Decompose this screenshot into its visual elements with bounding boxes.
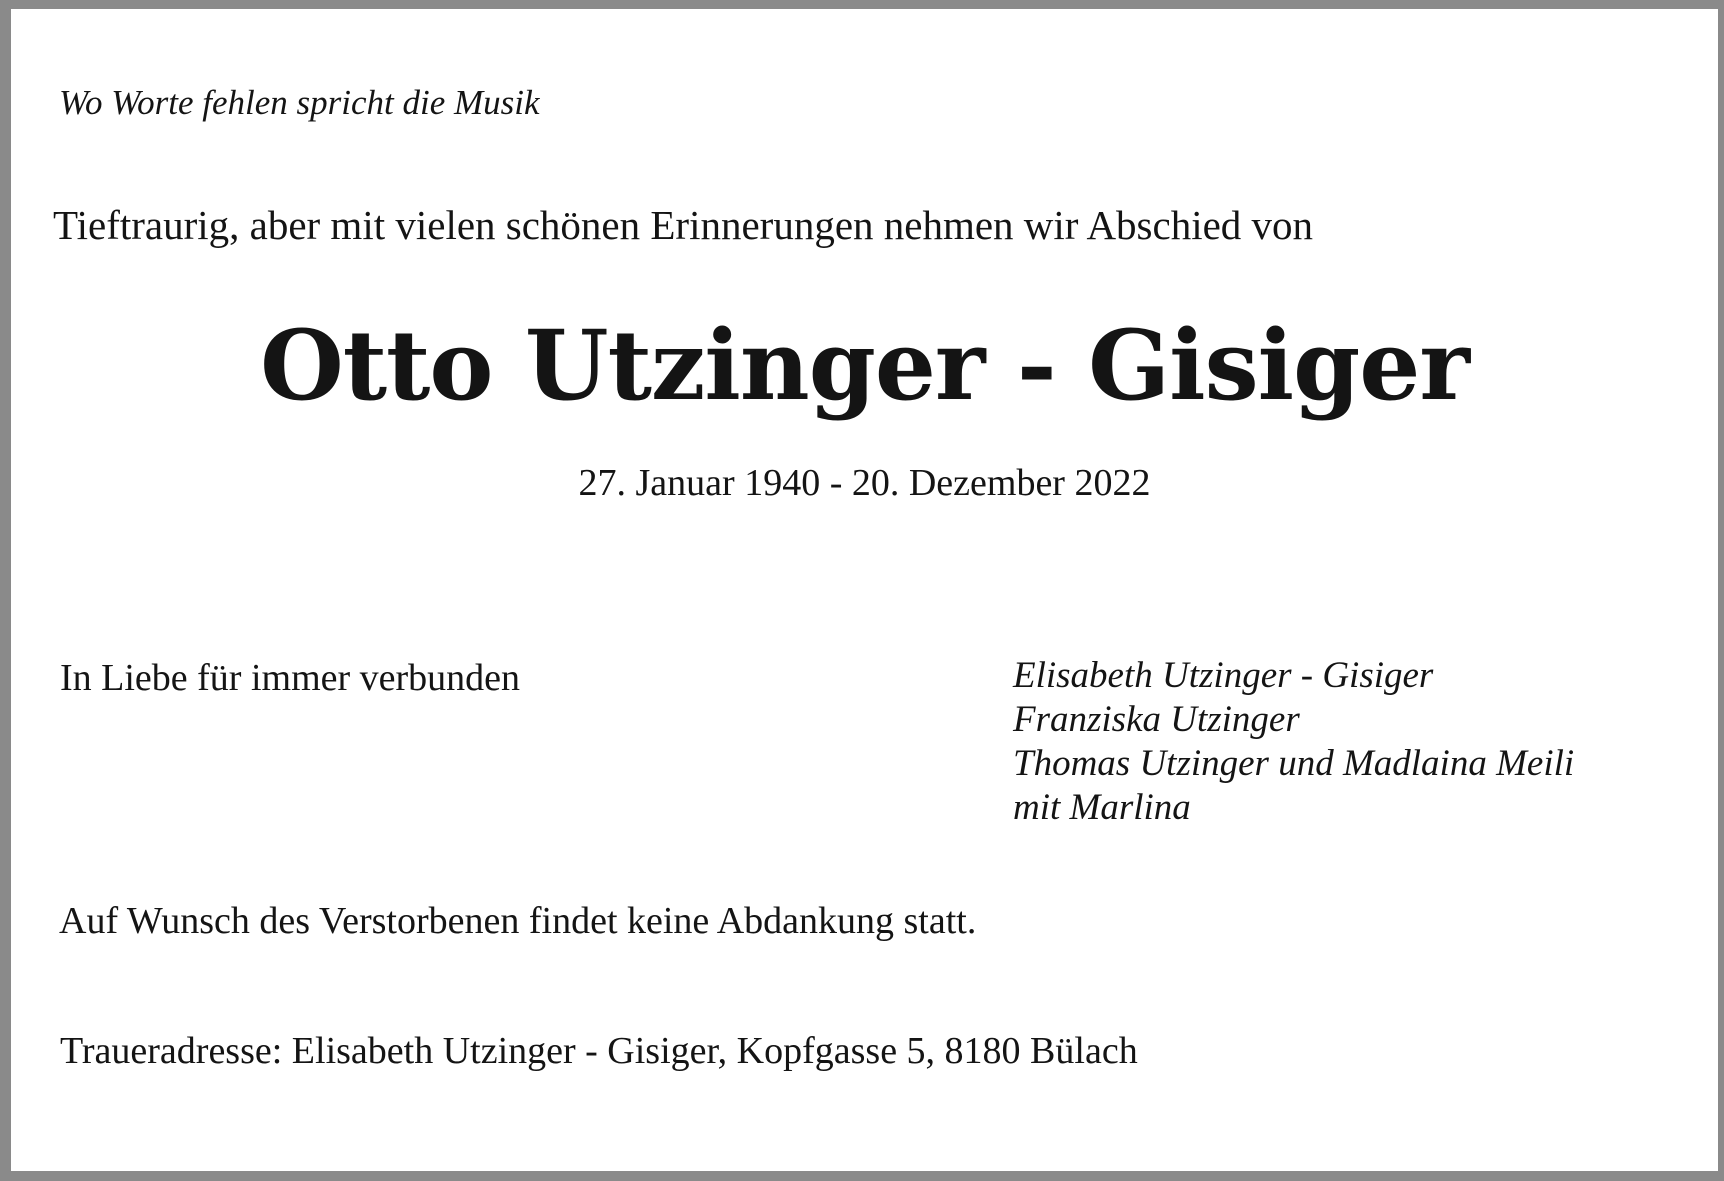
- mourner-name: Thomas Utzinger und Madlaina Meili: [1013, 743, 1575, 784]
- mourner-name: Franziska Utzinger: [1013, 699, 1300, 740]
- mourners-list: [1013, 654, 1574, 830]
- intro-text: Tieftraurig, aber mit vielen schönen Erinnerungen nehmen wir Abschied von: [53, 202, 1314, 248]
- motto: Wo Worte fehlen spricht die Musik: [59, 83, 540, 122]
- life-dates: 27. Januar 1940 - 20. Dezember 2022: [578, 462, 1151, 504]
- mourner-name: mit Marlina: [1013, 787, 1191, 828]
- deceased-name: Otto Utzinger - Gisiger: [260, 309, 1469, 422]
- mourner-name: Elisabeth Utzinger - Gisiger: [1013, 655, 1434, 696]
- ceremony-note: Auf Wunsch des Verstorbenen findet keine Abdankung statt.: [59, 900, 977, 942]
- farewell-line: In Liebe für immer verbunden: [60, 657, 521, 699]
- mourning-address: Traueradresse: Elisabeth Utzinger - Gisiger, Kopfgasse 5, 8180 Bülach: [60, 1030, 1138, 1072]
